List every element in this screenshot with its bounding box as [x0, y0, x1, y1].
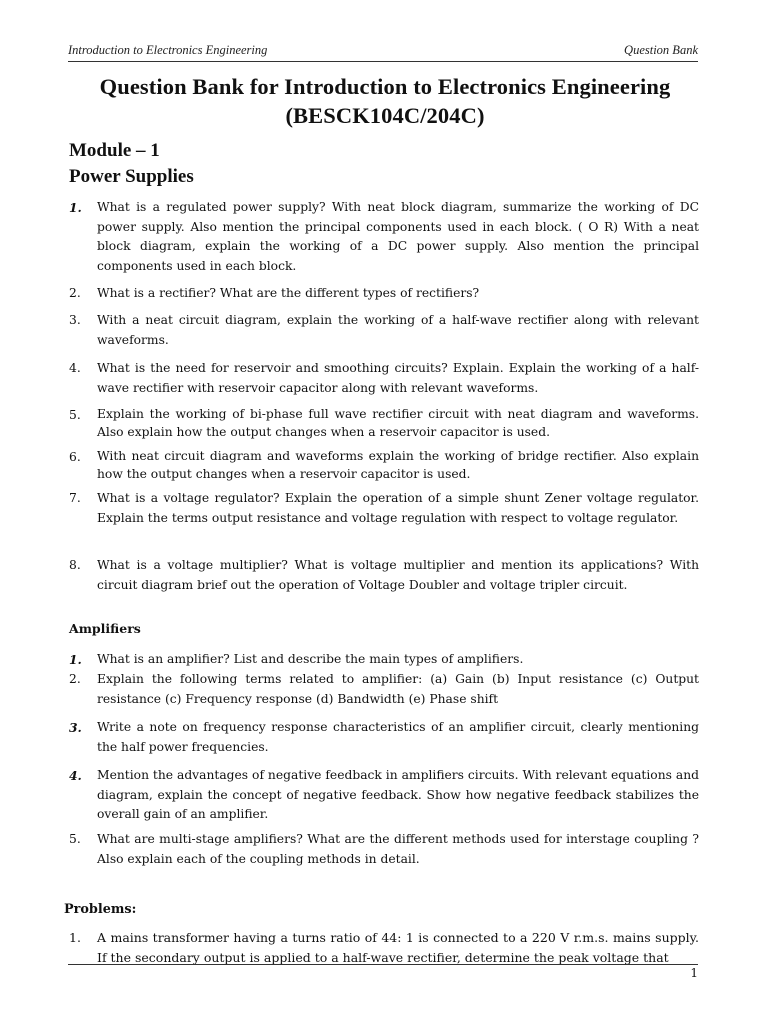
question-number: 6. [69, 450, 81, 464]
question-item [69, 448, 699, 483]
question-number: 8. [69, 558, 81, 572]
header-course-title: Introduction to Electronics Engineering [68, 43, 268, 57]
question-text: What is a rectifier? What are the different types of rectifiers? [97, 286, 480, 300]
running-header [68, 43, 698, 62]
question-text: With a neat circuit diagram, explain the working of a half-wave rectifier along with relevant waveforms. [97, 313, 699, 347]
header-doc-type: Question Bank [624, 43, 698, 57]
page-number: 1 [690, 966, 698, 980]
section-heading-power-supplies: Power Supplies [69, 166, 194, 187]
question-item [69, 359, 699, 398]
question-item [69, 650, 699, 670]
question-number: 1. [69, 200, 82, 215]
problem-number: 1. [69, 930, 81, 945]
question-text: What is the need for reservoir and smoothing circuits? Explain. Explain the working of a half-wave rectifier with reservoir capacitor along with relevant waveforms. [97, 361, 699, 395]
footer-rule [68, 964, 698, 965]
question-text: What are multi-stage amplifiers? What are the different methods used for interstage coupling ? Also explain each of the coupling methods in detail. [97, 832, 699, 866]
question-item [69, 311, 699, 350]
question-text: What is a regulated power supply? With neat block diagram, summarize the working of DC power supply. Also mention the principal components used in each block. ( O R) With a neat block diagram, explain the working of a DC power supply. Also mention the principal components used in each block. [97, 200, 699, 273]
question-item [69, 718, 699, 757]
section-heading-problems: Problems: [64, 902, 137, 917]
question-number: 5. [69, 832, 81, 846]
question-item [69, 670, 699, 709]
question-number: 3. [69, 313, 81, 327]
problem-text: A mains transformer having a turns ratio of 44: 1 is connected to a 220 V r.m.s. mains supply. If the secondary output is applied to a half-wave rectifier, determine the peak voltage that [97, 930, 699, 965]
question-item [69, 830, 699, 869]
question-item [69, 198, 699, 276]
question-item [69, 556, 699, 595]
question-number: 3. [69, 720, 82, 735]
question-number: 5. [69, 408, 81, 422]
question-number: 4. [69, 768, 82, 783]
question-number: 7. [69, 491, 81, 505]
question-text: Explain the following terms related to amplifier: (a) Gain (b) Input resistance (c) Output resistance (c) Frequency response (d) Bandwidth (e) Phase shift [97, 672, 699, 706]
document-title-line1: Question Bank for Introduction to Electronics Engineering [99, 74, 671, 99]
question-number: 4. [69, 361, 81, 375]
question-text: Mention the advantages of negative feedback in amplifiers circuits. With relevant equations and diagram, explain the concept of negative feedback. Show how negative feedback stabilizes the overall gain of an amplifier. [97, 768, 699, 821]
question-item [69, 406, 699, 441]
document-title-line2: (BESCK104C/204C) [285, 103, 485, 128]
question-text: What is a voltage regulator? Explain the operation of a simple shunt Zener voltage regulator. Explain the terms output resistance and voltage regulation with respect to voltage regulator. [97, 491, 699, 525]
section-heading-amplifiers: Amplifiers [69, 621, 141, 636]
problem-item [69, 928, 699, 967]
question-text: Write a note on frequency response characteristics of an amplifier circuit, clearly mentioning the half power frequencies. [97, 720, 699, 754]
question-number: 1. [69, 652, 82, 667]
question-text: Explain the working of bi-phase full wave rectifier circuit with neat diagram and waveforms. Also explain how the output changes when a reservoir capacitor is used. [97, 407, 699, 439]
question-number: 2. [69, 672, 81, 686]
question-item [69, 284, 699, 304]
question-text: What is a voltage multiplier? What is voltage multiplier and mention its applications? With circuit diagram brief out the operation of Voltage Doubler and voltage tripler circuit. [97, 558, 699, 592]
module-heading: Module – 1 [69, 140, 160, 161]
question-item [69, 766, 699, 825]
document-title [40, 72, 730, 130]
question-item [69, 489, 699, 528]
question-text: With neat circuit diagram and waveforms explain the working of bridge rectifier. Also explain how the output changes when a reservoir capacitor is used. [97, 449, 699, 481]
question-text: What is an amplifier? List and describe the main types of amplifiers. [97, 652, 524, 666]
question-number: 2. [69, 286, 81, 300]
